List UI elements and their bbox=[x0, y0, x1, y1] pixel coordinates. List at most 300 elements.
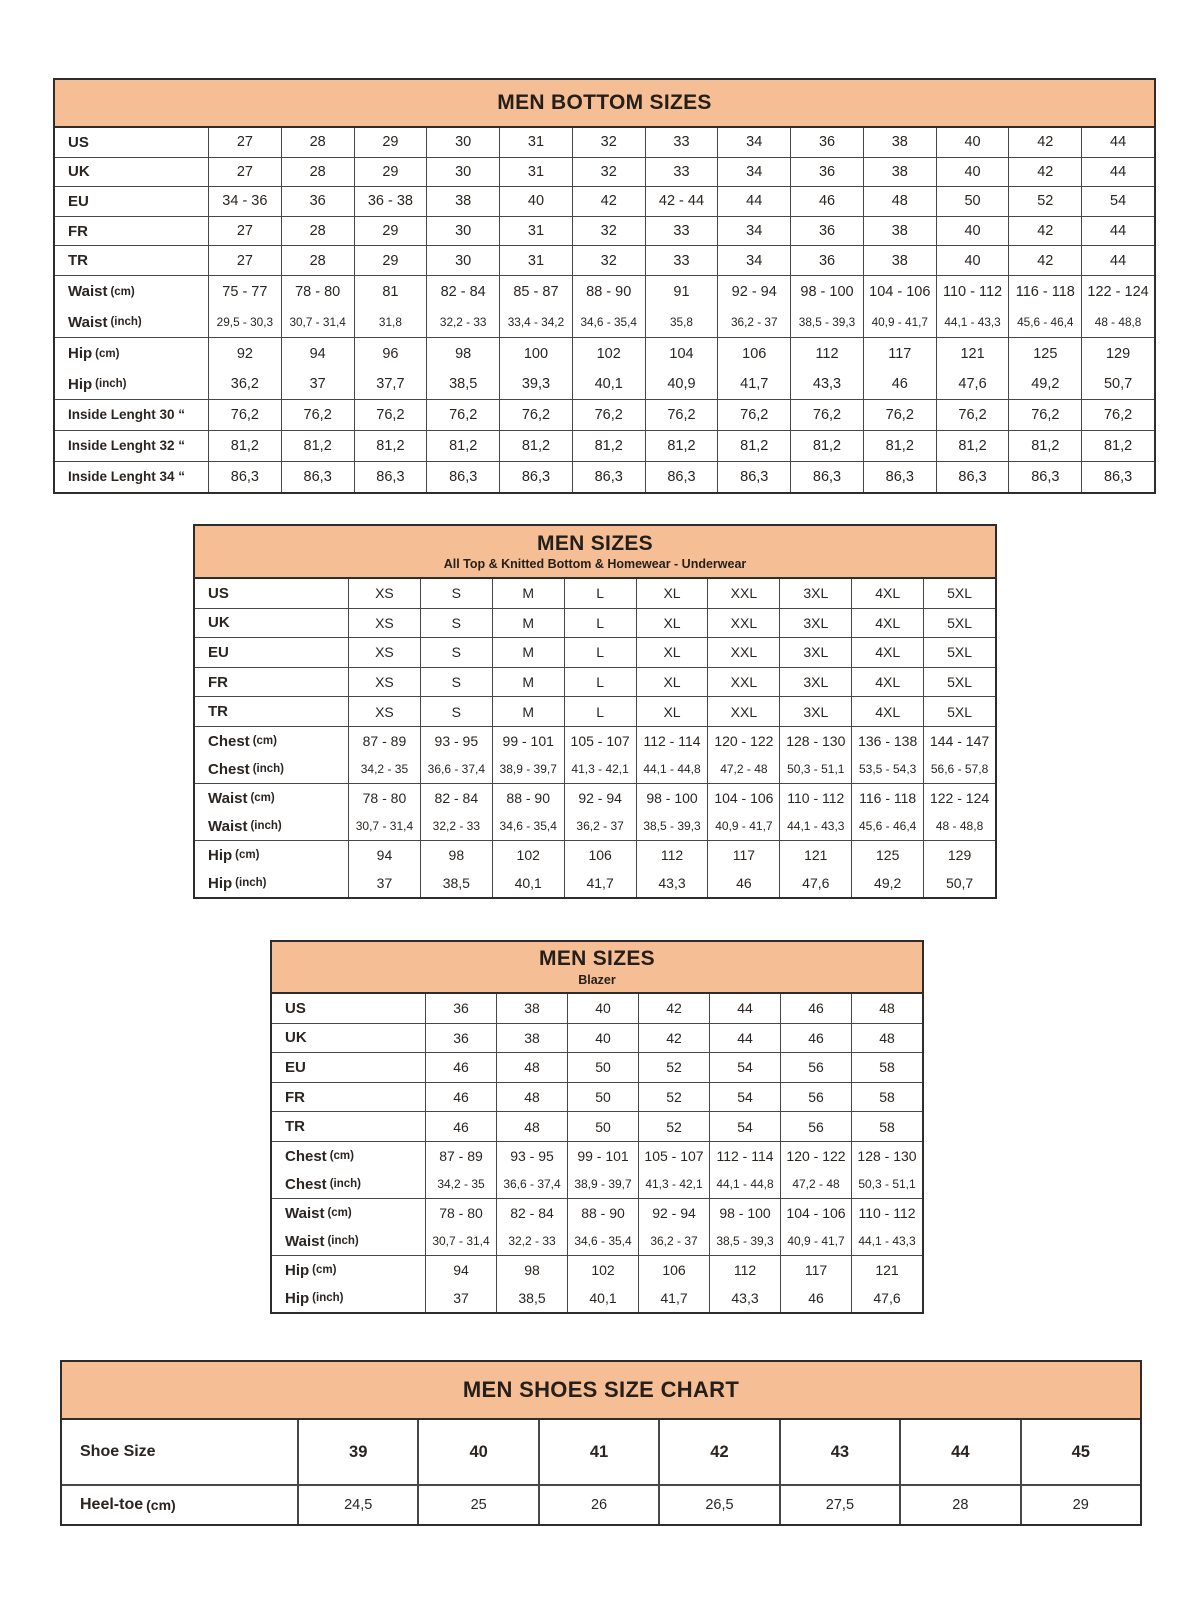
row-label-text: Waist bbox=[68, 313, 108, 331]
table-row-group bbox=[55, 276, 1154, 338]
size-value: S bbox=[421, 579, 493, 608]
size-value: 50 bbox=[568, 1053, 639, 1082]
size-value: 121 bbox=[875, 1262, 899, 1279]
size-value: 88 - 90 bbox=[493, 784, 565, 813]
size-value: 33 bbox=[646, 158, 719, 187]
size-value: 38 bbox=[864, 246, 937, 275]
size-value: 28 bbox=[282, 128, 355, 157]
row-label bbox=[55, 276, 209, 308]
size-value: 46 bbox=[781, 994, 852, 1023]
size-value: 92 - 94 bbox=[565, 784, 637, 813]
table-row-group bbox=[55, 246, 1154, 276]
size-value: 78 - 80 bbox=[426, 1199, 497, 1228]
table-title-bar bbox=[272, 942, 922, 994]
size-value: 46 bbox=[791, 187, 864, 216]
size-value: 36,2 - 37 bbox=[718, 308, 791, 337]
size-value: 3XL bbox=[780, 668, 852, 697]
size-value: 40,9 - 41,7 bbox=[781, 1228, 852, 1255]
size-value: 32,2 - 33 bbox=[421, 813, 493, 840]
size-value: M bbox=[493, 668, 565, 697]
size-value: 81,2 bbox=[282, 431, 355, 461]
size-value: 38,5 bbox=[497, 1285, 568, 1312]
size-value: 46 bbox=[708, 870, 780, 897]
table-row-group bbox=[62, 1420, 1140, 1486]
size-value: 87 - 89 bbox=[426, 1142, 497, 1171]
size-value: 37 bbox=[282, 370, 355, 399]
size-value: 36 bbox=[791, 246, 864, 275]
size-value: 43 bbox=[781, 1420, 901, 1484]
size-value: XS bbox=[349, 668, 421, 697]
size-value: 4XL bbox=[852, 668, 924, 697]
table-row bbox=[62, 1420, 1140, 1484]
size-value: 5XL bbox=[947, 674, 973, 691]
row-label bbox=[195, 638, 349, 667]
row-label-unit: (inch) bbox=[110, 316, 142, 329]
size-value: 30 bbox=[427, 217, 500, 246]
size-value: 122 - 124 bbox=[929, 790, 990, 807]
size-value: 40,1 bbox=[573, 370, 646, 399]
row-label-text: Chest bbox=[208, 732, 250, 750]
size-value: 28 bbox=[282, 217, 355, 246]
table-row bbox=[195, 870, 995, 897]
table-title: MEN BOTTOM SIZES bbox=[497, 91, 712, 115]
size-value: 43,3 bbox=[710, 1285, 781, 1312]
row-label-text: Waist bbox=[285, 1232, 325, 1250]
row-label bbox=[55, 187, 209, 216]
row-label-text: Waist bbox=[285, 1204, 325, 1222]
row-label-unit: (cm) bbox=[250, 792, 275, 805]
size-value: 31 bbox=[500, 128, 573, 157]
row-label bbox=[55, 308, 209, 337]
size-value: 36 bbox=[426, 1024, 497, 1053]
size-value: 27 bbox=[209, 246, 282, 275]
table-row-group bbox=[195, 579, 995, 609]
size-value: 104 bbox=[646, 338, 719, 370]
size-value: 3XL bbox=[780, 609, 852, 638]
size-value: L bbox=[565, 609, 637, 638]
row-label bbox=[55, 158, 209, 187]
size-value: 81,2 bbox=[791, 431, 864, 461]
table-row-group bbox=[55, 158, 1154, 188]
size-value: 44 bbox=[1110, 223, 1127, 240]
size-value: 76,2 bbox=[573, 400, 646, 430]
row-label-text: UK bbox=[285, 1029, 307, 1047]
row-label-unit: (cm) bbox=[312, 1264, 337, 1277]
size-value: 36 bbox=[791, 217, 864, 246]
table-row bbox=[195, 697, 995, 726]
size-value: 29 bbox=[355, 246, 428, 275]
size-value: 38,5 - 39,3 bbox=[710, 1228, 781, 1255]
size-value: 98 bbox=[427, 338, 500, 370]
table-body bbox=[195, 579, 995, 897]
size-value: 47,6 bbox=[937, 370, 1010, 399]
size-value: 40 bbox=[937, 128, 1010, 157]
table-row-group bbox=[195, 609, 995, 639]
size-value: XXL bbox=[708, 579, 780, 608]
row-label-text: US bbox=[68, 133, 89, 151]
row-label bbox=[55, 338, 209, 370]
size-value: 32 bbox=[573, 217, 646, 246]
size-value: 30,7 - 31,4 bbox=[349, 813, 421, 840]
size-value: S bbox=[421, 668, 493, 697]
size-value: 42 bbox=[639, 994, 710, 1023]
size-value: 81,2 bbox=[646, 431, 719, 461]
size-value: 42 bbox=[1009, 158, 1082, 187]
table-row-group bbox=[195, 638, 995, 668]
size-value: 91 bbox=[646, 276, 719, 308]
row-label bbox=[195, 756, 349, 783]
men-sizes-blazer-table bbox=[270, 940, 924, 1314]
size-value: 81,2 bbox=[427, 431, 500, 461]
size-value: 76,2 bbox=[864, 400, 937, 430]
row-label bbox=[195, 813, 349, 840]
size-value: 81,2 bbox=[864, 431, 937, 461]
size-value: 5XL bbox=[947, 585, 973, 602]
table-row bbox=[272, 1083, 922, 1112]
size-value: 34 bbox=[718, 158, 791, 187]
row-label-text: UK bbox=[208, 614, 230, 632]
size-value: 81,2 bbox=[209, 431, 282, 461]
size-value: 48 bbox=[497, 1112, 568, 1141]
row-label bbox=[195, 579, 349, 608]
size-value: 86,3 bbox=[573, 462, 646, 492]
row-label bbox=[272, 1024, 426, 1053]
row-label bbox=[62, 1420, 299, 1484]
row-label-text: Hip bbox=[208, 874, 233, 892]
table-row bbox=[55, 400, 1154, 430]
size-value: 99 - 101 bbox=[493, 727, 565, 756]
size-value: 40 bbox=[500, 187, 573, 216]
size-value: 50 bbox=[568, 1083, 639, 1112]
table-row bbox=[55, 338, 1154, 370]
table-row bbox=[195, 727, 995, 756]
size-value: 110 - 112 bbox=[937, 276, 1010, 308]
men-shoes-size-chart-table bbox=[60, 1360, 1142, 1526]
size-value: 34,2 - 35 bbox=[349, 756, 421, 783]
size-value: 47,2 - 48 bbox=[708, 756, 780, 783]
row-label-unit: (cm) bbox=[235, 849, 260, 862]
size-value: 36 bbox=[791, 158, 864, 187]
size-value: 33 bbox=[646, 128, 719, 157]
size-value: 81,2 bbox=[1009, 431, 1082, 461]
table-body bbox=[272, 994, 922, 1312]
row-label bbox=[272, 1083, 426, 1112]
size-value: 43,3 bbox=[791, 370, 864, 399]
size-value: 46 bbox=[426, 1112, 497, 1141]
size-value: 54 bbox=[1110, 193, 1127, 210]
table-row bbox=[195, 609, 995, 638]
size-value: 42 bbox=[639, 1024, 710, 1053]
row-label bbox=[55, 217, 209, 246]
size-value: 29,5 - 30,3 bbox=[209, 308, 282, 337]
table-row-group bbox=[195, 841, 995, 897]
table-row bbox=[272, 1171, 922, 1198]
row-label bbox=[272, 1228, 426, 1255]
row-label-text: Heel-toe bbox=[80, 1496, 144, 1513]
size-value: 81,2 bbox=[1103, 437, 1133, 454]
table-row-group bbox=[55, 187, 1154, 217]
row-label-unit: (inch) bbox=[95, 378, 127, 391]
size-value: 34 bbox=[718, 128, 791, 157]
size-value: 38 bbox=[497, 994, 568, 1023]
size-value: 56 bbox=[781, 1053, 852, 1082]
table-row bbox=[195, 638, 995, 667]
size-value: 112 bbox=[710, 1256, 781, 1285]
men-sizes-tops-table bbox=[193, 524, 997, 899]
row-label-text: TR bbox=[285, 1118, 305, 1136]
size-value: 76,2 bbox=[718, 400, 791, 430]
size-value: 105 - 107 bbox=[639, 1142, 710, 1171]
size-value: 30 bbox=[427, 128, 500, 157]
size-value: 26 bbox=[540, 1486, 660, 1524]
size-value: 99 - 101 bbox=[568, 1142, 639, 1171]
row-label-text: TR bbox=[68, 252, 88, 270]
table-row bbox=[55, 276, 1154, 308]
row-label bbox=[55, 431, 209, 461]
size-value: 86,3 bbox=[1009, 462, 1082, 492]
size-value: 4XL bbox=[852, 638, 924, 667]
size-value: 78 - 80 bbox=[349, 784, 421, 813]
size-value: 81,2 bbox=[573, 431, 646, 461]
row-label-unit: (inch) bbox=[235, 877, 267, 890]
size-value: 78 - 80 bbox=[282, 276, 355, 308]
size-value: 31 bbox=[500, 217, 573, 246]
size-value: 46 bbox=[781, 1024, 852, 1053]
row-label-text: Inside Lenght 30 “ bbox=[68, 407, 186, 423]
size-value: 86,3 bbox=[209, 462, 282, 492]
size-value: 41,7 bbox=[565, 870, 637, 897]
size-value: 105 - 107 bbox=[565, 727, 637, 756]
row-label-text: EU bbox=[285, 1058, 306, 1076]
size-value: 31 bbox=[500, 246, 573, 275]
row-label bbox=[272, 1142, 426, 1171]
size-value: 45,6 - 46,4 bbox=[852, 813, 924, 840]
size-value: 32,2 - 33 bbox=[497, 1228, 568, 1255]
size-value: 41,7 bbox=[639, 1285, 710, 1312]
size-value: 49,2 bbox=[852, 870, 924, 897]
size-value: 86,3 bbox=[718, 462, 791, 492]
size-value: XL bbox=[637, 609, 709, 638]
size-value: 125 bbox=[1009, 338, 1082, 370]
size-value: 46 bbox=[426, 1053, 497, 1082]
size-value: 3XL bbox=[780, 638, 852, 667]
size-value: 39,3 bbox=[500, 370, 573, 399]
size-value: 46 bbox=[781, 1285, 852, 1312]
size-value: 31,8 bbox=[355, 308, 428, 337]
size-value: 28 bbox=[282, 246, 355, 275]
size-value: 34 bbox=[718, 246, 791, 275]
size-value: 37 bbox=[349, 870, 421, 897]
row-label-text: Waist bbox=[208, 789, 248, 807]
size-value: 112 - 114 bbox=[710, 1142, 781, 1171]
size-value: 37,7 bbox=[355, 370, 428, 399]
size-value: 86,3 bbox=[282, 462, 355, 492]
table-row-group bbox=[272, 1083, 922, 1113]
row-label-unit: (inch) bbox=[329, 1178, 361, 1191]
row-label-text: Waist bbox=[208, 817, 248, 835]
size-value: 106 bbox=[639, 1256, 710, 1285]
size-value: 44 bbox=[1110, 163, 1127, 180]
size-value: 3XL bbox=[780, 697, 852, 726]
size-value: 40,9 - 41,7 bbox=[708, 813, 780, 840]
size-value: 122 - 124 bbox=[1087, 283, 1149, 300]
size-value: 44,1 - 43,3 bbox=[858, 1234, 916, 1249]
table-row-group bbox=[55, 128, 1154, 158]
table-title: MEN SIZES bbox=[537, 531, 653, 555]
size-value: 29 bbox=[355, 158, 428, 187]
size-value: 92 bbox=[209, 338, 282, 370]
size-value: 117 bbox=[708, 841, 780, 870]
size-value: 98 - 100 bbox=[637, 784, 709, 813]
table-title-bar bbox=[55, 80, 1154, 128]
row-label-text: US bbox=[285, 999, 306, 1017]
size-value: 40 bbox=[568, 1024, 639, 1053]
size-value: 104 - 106 bbox=[708, 784, 780, 813]
size-value: 82 - 84 bbox=[427, 276, 500, 308]
size-value: 33 bbox=[646, 217, 719, 246]
table-row bbox=[55, 158, 1154, 187]
row-label bbox=[55, 246, 209, 275]
table-row-group bbox=[272, 994, 922, 1024]
size-value: 92 - 94 bbox=[718, 276, 791, 308]
size-value: 110 - 112 bbox=[780, 784, 852, 813]
size-value: S bbox=[421, 609, 493, 638]
size-value: 100 bbox=[500, 338, 573, 370]
table-row bbox=[272, 1053, 922, 1082]
size-value: 27,5 bbox=[781, 1486, 901, 1524]
size-value: 3XL bbox=[780, 579, 852, 608]
size-value: 106 bbox=[718, 338, 791, 370]
table-row bbox=[272, 994, 922, 1023]
size-value: XL bbox=[637, 579, 709, 608]
size-value: 40 bbox=[937, 158, 1010, 187]
table-row bbox=[195, 784, 995, 813]
size-value: 46 bbox=[864, 370, 937, 399]
size-value: 96 bbox=[355, 338, 428, 370]
size-value: 44,1 - 44,8 bbox=[637, 756, 709, 783]
size-value: 45,6 - 46,4 bbox=[1009, 308, 1082, 337]
table-row-group bbox=[272, 1256, 922, 1312]
size-value: 38 bbox=[864, 128, 937, 157]
table-row-group bbox=[195, 727, 995, 784]
row-label bbox=[272, 1171, 426, 1198]
size-value: XS bbox=[349, 697, 421, 726]
size-value: 94 bbox=[282, 338, 355, 370]
size-value: 39 bbox=[299, 1420, 419, 1484]
size-value: 34 bbox=[718, 217, 791, 246]
size-value: 32 bbox=[573, 158, 646, 187]
size-value: 30 bbox=[427, 246, 500, 275]
size-value: 56 bbox=[781, 1112, 852, 1141]
size-value: 38 bbox=[497, 1024, 568, 1053]
table-row bbox=[55, 370, 1154, 399]
size-value: XS bbox=[349, 638, 421, 667]
row-label bbox=[272, 1053, 426, 1082]
size-value: 93 - 95 bbox=[497, 1142, 568, 1171]
size-value: 30,7 - 31,4 bbox=[282, 308, 355, 337]
size-value: 36,2 - 37 bbox=[565, 813, 637, 840]
size-value: 81,2 bbox=[937, 431, 1010, 461]
row-label-text: EU bbox=[208, 643, 229, 661]
size-value: 38 bbox=[427, 187, 500, 216]
size-value: M bbox=[493, 609, 565, 638]
size-value: 44,1 - 43,3 bbox=[937, 308, 1010, 337]
size-value: 48 bbox=[879, 1000, 895, 1017]
size-value: 32 bbox=[573, 246, 646, 275]
size-value: 40,1 bbox=[493, 870, 565, 897]
size-value: 76,2 bbox=[282, 400, 355, 430]
table-subtitle: All Top & Knitted Bottom & Homewear - Underwear bbox=[443, 557, 747, 572]
size-value: 44 bbox=[1110, 134, 1127, 151]
size-value: 48 bbox=[497, 1053, 568, 1082]
size-value: 36 bbox=[282, 187, 355, 216]
size-value: 34 - 36 bbox=[209, 187, 282, 216]
size-value: 36 bbox=[791, 128, 864, 157]
size-value: 54 bbox=[710, 1053, 781, 1082]
row-label-unit: (inch) bbox=[312, 1292, 344, 1305]
size-value: 5XL bbox=[947, 614, 973, 631]
size-value: 88 - 90 bbox=[573, 276, 646, 308]
size-value: M bbox=[493, 579, 565, 608]
size-value: 121 bbox=[937, 338, 1010, 370]
size-value: 42 bbox=[1009, 128, 1082, 157]
size-value: 50 bbox=[937, 187, 1010, 216]
size-value: 50,3 - 51,1 bbox=[780, 756, 852, 783]
size-value: 36,6 - 37,4 bbox=[497, 1171, 568, 1198]
row-label bbox=[55, 400, 209, 430]
size-value: 116 - 118 bbox=[852, 784, 924, 813]
size-value: 40,9 - 41,7 bbox=[864, 308, 937, 337]
row-label-text: Chest bbox=[285, 1147, 327, 1165]
size-value: 86,3 bbox=[864, 462, 937, 492]
table-row-group bbox=[195, 668, 995, 698]
size-value: 47,6 bbox=[873, 1290, 901, 1307]
size-value: 52 bbox=[639, 1112, 710, 1141]
table-row-group bbox=[55, 431, 1154, 462]
table-row-group bbox=[55, 217, 1154, 247]
size-value: 44,1 - 43,3 bbox=[780, 813, 852, 840]
size-value: 86,3 bbox=[937, 462, 1010, 492]
size-value: 46 bbox=[426, 1083, 497, 1112]
size-value: 25 bbox=[419, 1486, 539, 1524]
size-value: XXL bbox=[708, 697, 780, 726]
row-label bbox=[195, 697, 349, 726]
size-value: 125 bbox=[852, 841, 924, 870]
size-value: 136 - 138 bbox=[852, 727, 924, 756]
size-value: 4XL bbox=[852, 697, 924, 726]
size-value: 44 bbox=[1110, 252, 1127, 269]
size-value: L bbox=[565, 638, 637, 667]
table-row bbox=[55, 431, 1154, 461]
row-label-unit: (cm) bbox=[95, 347, 120, 360]
size-value: 112 - 114 bbox=[637, 727, 709, 756]
row-label-unit: (cm) bbox=[252, 735, 277, 748]
size-value: 30,7 - 31,4 bbox=[426, 1228, 497, 1255]
row-label bbox=[272, 1199, 426, 1228]
size-value: 40 bbox=[419, 1420, 539, 1484]
table-body bbox=[55, 128, 1154, 492]
size-value: 81,2 bbox=[500, 431, 573, 461]
size-value: 76,2 bbox=[1009, 400, 1082, 430]
size-value: 128 - 130 bbox=[857, 1148, 917, 1165]
size-value: XL bbox=[637, 668, 709, 697]
size-value: 112 bbox=[637, 841, 709, 870]
size-value: 129 bbox=[1105, 345, 1131, 362]
size-value: 40 bbox=[937, 217, 1010, 246]
size-value: 29 bbox=[355, 217, 428, 246]
size-value: L bbox=[565, 697, 637, 726]
size-value: 58 bbox=[879, 1089, 895, 1106]
